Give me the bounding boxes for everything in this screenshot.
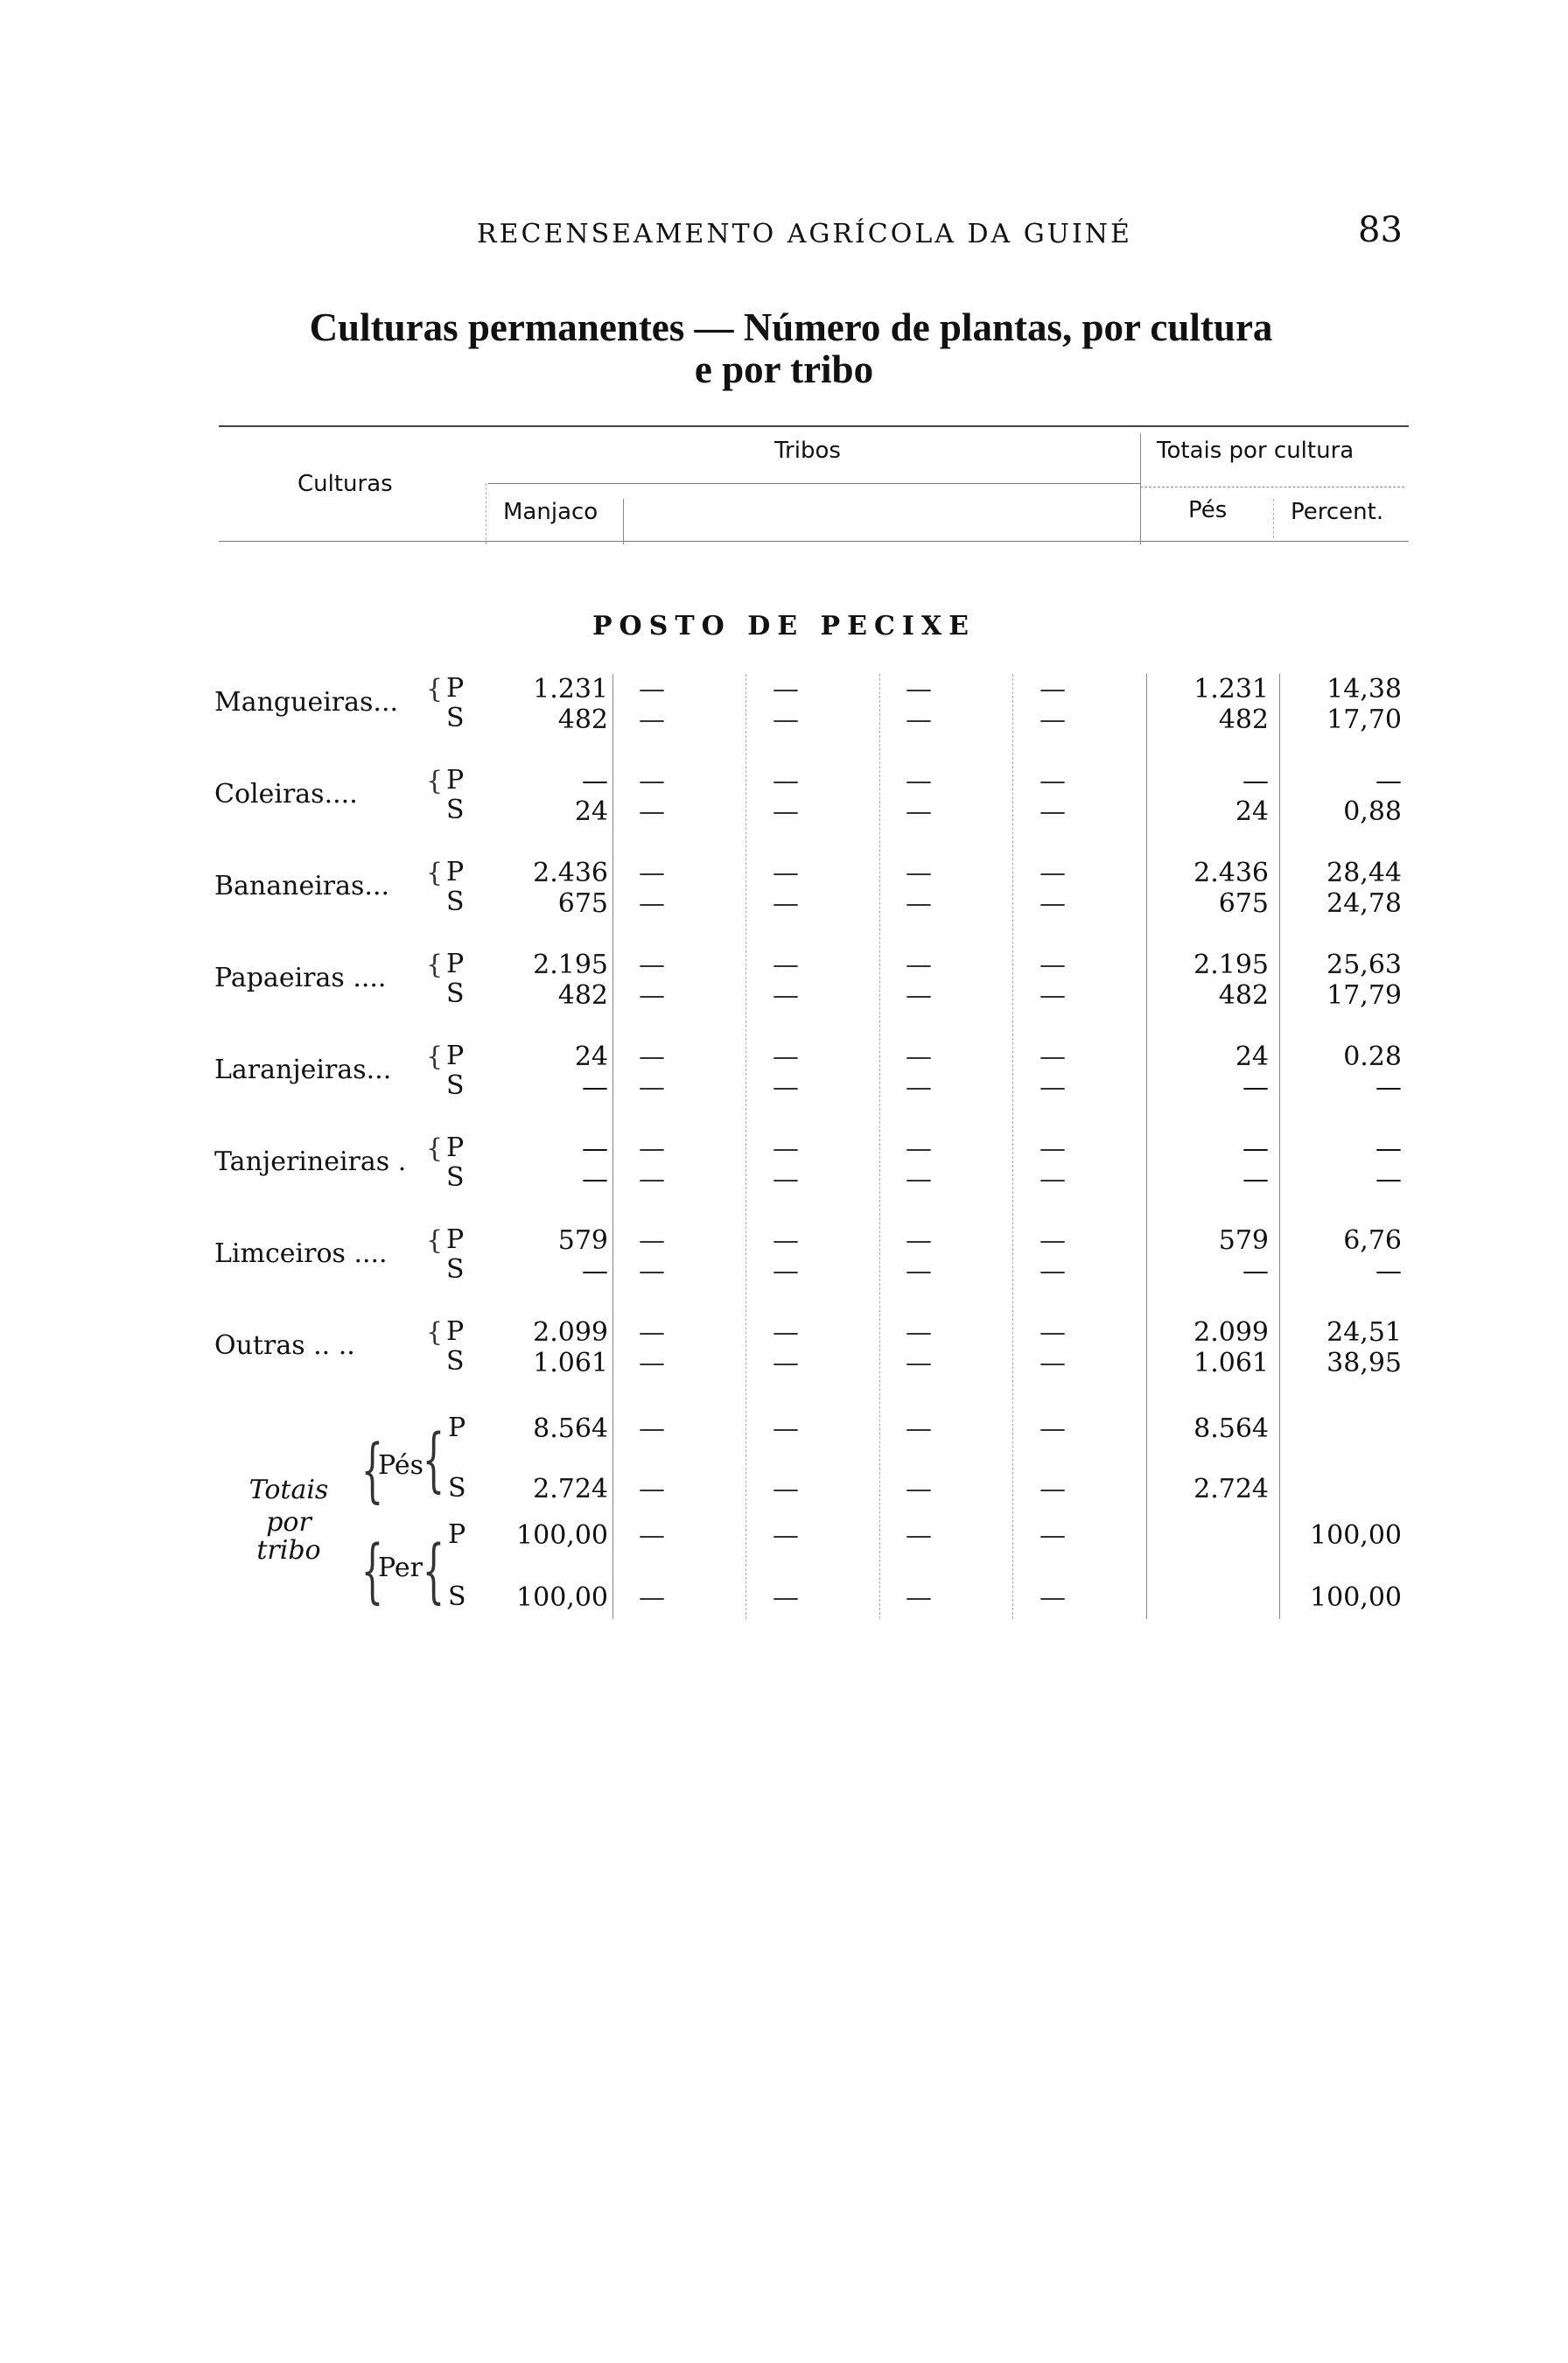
section-title: POSTO DE PECIXE — [592, 611, 976, 642]
pes-cell: 2.436 — [1194, 858, 1269, 888]
totals-pes-s-pes: 2.724 — [1194, 1474, 1269, 1504]
tribe-dash-cell: — — [906, 1256, 932, 1287]
tribe-dash-cell: — — [1040, 1041, 1066, 1072]
tribe-dash-cell: — — [1040, 1164, 1066, 1195]
tribe-dash-cell: — — [1040, 1348, 1066, 1378]
totals-tribe-dash-cell: — — [1040, 1520, 1066, 1551]
totals-tribe-dash-cell: — — [1040, 1413, 1066, 1444]
pes-cell: 1.061 — [1194, 1348, 1269, 1378]
tribe-dash-cell: — — [906, 888, 932, 919]
tribe-dash-cell: — — [906, 766, 932, 796]
pes-cell: — — [1242, 1072, 1269, 1103]
tribe-dash-cell: — — [639, 705, 665, 735]
col-header-manjaco: Manjaco — [503, 499, 598, 525]
tribe-dash-cell: — — [639, 1164, 665, 1195]
row-label: Bananeiras... — [214, 871, 390, 901]
tribe-dash-cell: — — [773, 888, 799, 919]
pes-cell: 579 — [1218, 1225, 1269, 1256]
title-line-1: Culturas permanentes — Número de plantas, por cultura — [309, 305, 1273, 349]
header-divider-totais — [1140, 433, 1141, 544]
row-s-letter: S — [446, 1346, 465, 1377]
tribe-dash-cell: — — [639, 980, 665, 1011]
percent-cell: 6,76 — [1343, 1225, 1402, 1256]
totals-label-pes: Pés — [378, 1450, 424, 1481]
percent-cell: — — [1376, 1072, 1402, 1103]
header-divider-manjaco — [623, 499, 624, 544]
tribe-dash-cell: — — [1040, 796, 1066, 827]
totals-tribe-dash-cell: — — [773, 1582, 799, 1613]
totals-pes-s-manjaco: 2.724 — [533, 1474, 608, 1504]
totals-tribe-dash-cell: — — [906, 1413, 932, 1444]
totals-tribe-dash-cell: — — [773, 1413, 799, 1444]
tribe-dash-cell: — — [906, 1072, 932, 1103]
tribe-dash-cell: — — [773, 1041, 799, 1072]
pes-cell: 675 — [1218, 888, 1269, 919]
tribe-dash-cell: — — [1040, 674, 1066, 705]
header-bottom-rule — [219, 541, 1409, 542]
tribe-dash-cell: — — [906, 980, 932, 1011]
tribe-dash-cell: — — [906, 1164, 932, 1195]
tribe-dash-cell: — — [773, 980, 799, 1011]
percent-cell: 17,70 — [1326, 705, 1402, 735]
tribe-dash-cell: — — [906, 858, 932, 888]
row-s-letter: S — [446, 1070, 465, 1101]
tribe-dash-cell: — — [773, 1133, 799, 1164]
tribe-dash-cell: — — [639, 950, 665, 980]
manjaco-cell: 482 — [557, 705, 608, 735]
percent-cell: 14,38 — [1326, 674, 1402, 705]
tribe-dash-cell: — — [1040, 1317, 1066, 1348]
row-brace: { — [426, 766, 444, 796]
tribe-dash-cell: — — [1040, 888, 1066, 919]
pes-cell: 482 — [1218, 980, 1269, 1011]
row-brace: { — [426, 858, 444, 888]
row-brace: { — [426, 950, 444, 980]
row-label: Coleiras.... — [214, 779, 358, 810]
divider-tribe-2 — [879, 674, 880, 1619]
tribe-dash-cell: — — [773, 796, 799, 827]
row-brace: { — [426, 674, 444, 705]
row-s-letter: S — [446, 703, 465, 733]
tribe-dash-cell: — — [639, 1072, 665, 1103]
pes-cell: 2.099 — [1194, 1317, 1269, 1348]
manjaco-cell: — — [582, 766, 608, 796]
manjaco-cell: 24 — [574, 796, 608, 827]
totals-label-tribo: tribo — [256, 1535, 321, 1566]
table-top-rule — [219, 425, 1409, 427]
totals-pes-s-letter: S — [448, 1473, 466, 1504]
tribe-dash-cell: — — [1040, 1256, 1066, 1287]
percent-cell: 17,79 — [1326, 980, 1402, 1011]
col-header-culturas: Culturas — [298, 471, 393, 497]
tribe-dash-cell: — — [1040, 950, 1066, 980]
manjaco-cell: 1.231 — [533, 674, 608, 705]
totals-tribe-dash-cell: — — [1040, 1474, 1066, 1504]
pes-cell: 2.195 — [1194, 950, 1269, 980]
pes-cell: — — [1242, 1133, 1269, 1164]
row-label: Outras .. .. — [214, 1330, 355, 1361]
row-s-letter: S — [446, 978, 465, 1009]
row-p-letter: P — [446, 1132, 465, 1163]
row-brace: { — [426, 1317, 444, 1348]
row-s-letter: S — [446, 1254, 465, 1285]
pes-cell: — — [1242, 766, 1269, 796]
percent-cell: 24,51 — [1326, 1317, 1402, 1348]
percent-cell: — — [1376, 766, 1402, 796]
row-label: Laranjeiras... — [214, 1055, 392, 1085]
row-p-letter: P — [446, 673, 465, 704]
brace-right-pes: { — [422, 1419, 445, 1500]
tribe-dash-cell: — — [906, 796, 932, 827]
totals-tribe-dash-cell: — — [906, 1474, 932, 1504]
manjaco-cell: — — [582, 1164, 608, 1195]
tribe-dash-cell: — — [773, 766, 799, 796]
manjaco-cell: 2.195 — [533, 950, 608, 980]
tribe-dash-cell: — — [639, 1348, 665, 1378]
percent-cell: 0,88 — [1343, 796, 1402, 827]
tribe-dash-cell: — — [773, 705, 799, 735]
row-brace: { — [426, 1133, 444, 1164]
row-p-letter: P — [446, 1224, 465, 1255]
tribe-dash-cell: — — [906, 1133, 932, 1164]
manjaco-cell: 2.099 — [533, 1317, 608, 1348]
totals-pes-p-manjaco: 8.564 — [533, 1413, 608, 1444]
col-header-pes: Pés — [1188, 497, 1228, 523]
tribe-dash-cell: — — [639, 766, 665, 796]
row-p-letter: P — [446, 765, 465, 796]
tribe-dash-cell: — — [773, 1225, 799, 1256]
tribe-dash-cell: — — [639, 888, 665, 919]
totals-tribe-dash-cell: — — [773, 1474, 799, 1504]
row-brace: { — [426, 1225, 444, 1256]
totals-per-s-percent: 100,00 — [1310, 1582, 1402, 1613]
header-divider-percent — [1273, 499, 1274, 538]
totals-tribe-dash-cell: — — [1040, 1582, 1066, 1613]
percent-cell: 25,63 — [1326, 950, 1402, 980]
tribe-dash-cell: — — [773, 858, 799, 888]
totals-tribe-dash-cell: — — [639, 1582, 665, 1613]
tribe-dash-cell: — — [773, 1072, 799, 1103]
totals-per-p-manjaco: 100,00 — [516, 1520, 608, 1551]
col-header-percent: Percent. — [1291, 499, 1384, 525]
totals-label-por: por — [266, 1507, 312, 1538]
tribe-dash-cell: — — [906, 1348, 932, 1378]
percent-cell: 38,95 — [1326, 1348, 1402, 1378]
tribe-dash-cell: — — [1040, 858, 1066, 888]
row-p-letter: P — [446, 1041, 465, 1071]
totals-per-s-letter: S — [448, 1581, 466, 1612]
percent-cell: — — [1376, 1133, 1402, 1164]
manjaco-cell: 675 — [557, 888, 608, 919]
tribe-dash-cell: — — [773, 1164, 799, 1195]
row-p-letter: P — [446, 857, 465, 887]
totals-tribe-dash-cell: — — [639, 1474, 665, 1504]
brace-left-pes: { — [360, 1429, 384, 1511]
running-header: RECENSEAMENTO AGRÍCOLA DA GUINÉ — [477, 219, 1132, 249]
percent-cell: — — [1376, 1256, 1402, 1287]
tribe-dash-cell: — — [639, 1041, 665, 1072]
pes-cell: 1.231 — [1194, 674, 1269, 705]
tribe-dash-cell: — — [639, 674, 665, 705]
tribe-dash-cell: — — [1040, 980, 1066, 1011]
divider-manjaco — [612, 674, 613, 1619]
tribe-dash-cell: — — [1040, 705, 1066, 735]
table-title — [0, 306, 1568, 390]
tribe-dash-cell: — — [1040, 1133, 1066, 1164]
manjaco-cell: 579 — [557, 1225, 608, 1256]
tribe-dash-cell: — — [906, 674, 932, 705]
row-p-letter: P — [446, 1316, 465, 1347]
totals-pes-p-letter: P — [448, 1413, 466, 1443]
col-header-totais: Totais por cultura — [1157, 438, 1354, 464]
tribe-dash-cell: — — [773, 1348, 799, 1378]
tribe-dash-cell: — — [1040, 1225, 1066, 1256]
pes-cell: 482 — [1218, 705, 1269, 735]
pes-cell: 24 — [1235, 796, 1269, 827]
manjaco-cell: 2.436 — [533, 858, 608, 888]
row-s-letter: S — [446, 795, 465, 825]
col-header-tribos: Tribos — [774, 438, 841, 464]
tribos-rule — [488, 483, 1140, 484]
divider-tribe-3 — [1012, 674, 1013, 1619]
tribe-dash-cell: — — [639, 1133, 665, 1164]
tribe-dash-cell: — — [773, 1317, 799, 1348]
brace-right-per: { — [422, 1530, 445, 1611]
row-label: Limceiros .... — [214, 1238, 388, 1269]
manjaco-cell: — — [582, 1072, 608, 1103]
tribe-dash-cell: — — [906, 1317, 932, 1348]
row-p-letter: P — [446, 949, 465, 979]
totals-tribe-dash-cell: — — [906, 1520, 932, 1551]
totals-label-totais: Totais — [248, 1475, 329, 1505]
manjaco-cell: 482 — [557, 980, 608, 1011]
row-s-letter: S — [446, 1162, 465, 1193]
manjaco-cell: — — [582, 1133, 608, 1164]
tribe-dash-cell: — — [773, 950, 799, 980]
percent-cell: 28,44 — [1326, 858, 1402, 888]
pes-cell: 24 — [1235, 1041, 1269, 1072]
manjaco-cell: 24 — [574, 1041, 608, 1072]
percent-cell: 0.28 — [1343, 1041, 1402, 1072]
tribe-dash-cell: — — [639, 858, 665, 888]
totals-per-p-letter: P — [448, 1519, 466, 1550]
row-label: Papaeiras .... — [214, 963, 387, 993]
manjaco-cell: — — [582, 1256, 608, 1287]
totals-tribe-dash-cell: — — [639, 1520, 665, 1551]
totals-tribe-dash-cell: — — [639, 1413, 665, 1444]
tribe-dash-cell: — — [1040, 1072, 1066, 1103]
manjaco-cell: 1.061 — [533, 1348, 608, 1378]
tribe-dash-cell: — — [639, 1317, 665, 1348]
row-s-letter: S — [446, 887, 465, 917]
totals-pes-p-pes: 8.564 — [1194, 1413, 1269, 1444]
page-number: 83 — [1358, 210, 1403, 250]
percent-cell: — — [1376, 1164, 1402, 1195]
tribe-dash-cell: — — [639, 1256, 665, 1287]
tribe-dash-cell: — — [906, 950, 932, 980]
totals-label-per: Per — [378, 1553, 423, 1583]
tribe-dash-cell: — — [1040, 766, 1066, 796]
row-brace: { — [426, 1041, 444, 1072]
title-line-2: e por tribo — [694, 347, 874, 391]
row-label: Mangueiras... — [214, 687, 399, 718]
tribe-dash-cell: — — [639, 796, 665, 827]
totals-per-s-manjaco: 100,00 — [516, 1582, 608, 1613]
tribe-dash-cell: — — [906, 1225, 932, 1256]
tribe-dash-cell: — — [639, 1225, 665, 1256]
brace-left-per: { — [360, 1530, 384, 1611]
totals-tribe-dash-cell: — — [906, 1582, 932, 1613]
percent-cell: 24,78 — [1326, 888, 1402, 919]
tribe-dash-cell: — — [906, 1041, 932, 1072]
totals-tribe-dash-cell: — — [773, 1520, 799, 1551]
pes-cell: — — [1242, 1164, 1269, 1195]
tribe-dash-cell: — — [906, 705, 932, 735]
pes-cell: — — [1242, 1256, 1269, 1287]
row-label: Tanjerineiras . — [214, 1146, 407, 1177]
totals-per-p-percent: 100,00 — [1310, 1520, 1402, 1551]
tribe-dash-cell: — — [773, 674, 799, 705]
tribe-dash-cell: — — [773, 1256, 799, 1287]
